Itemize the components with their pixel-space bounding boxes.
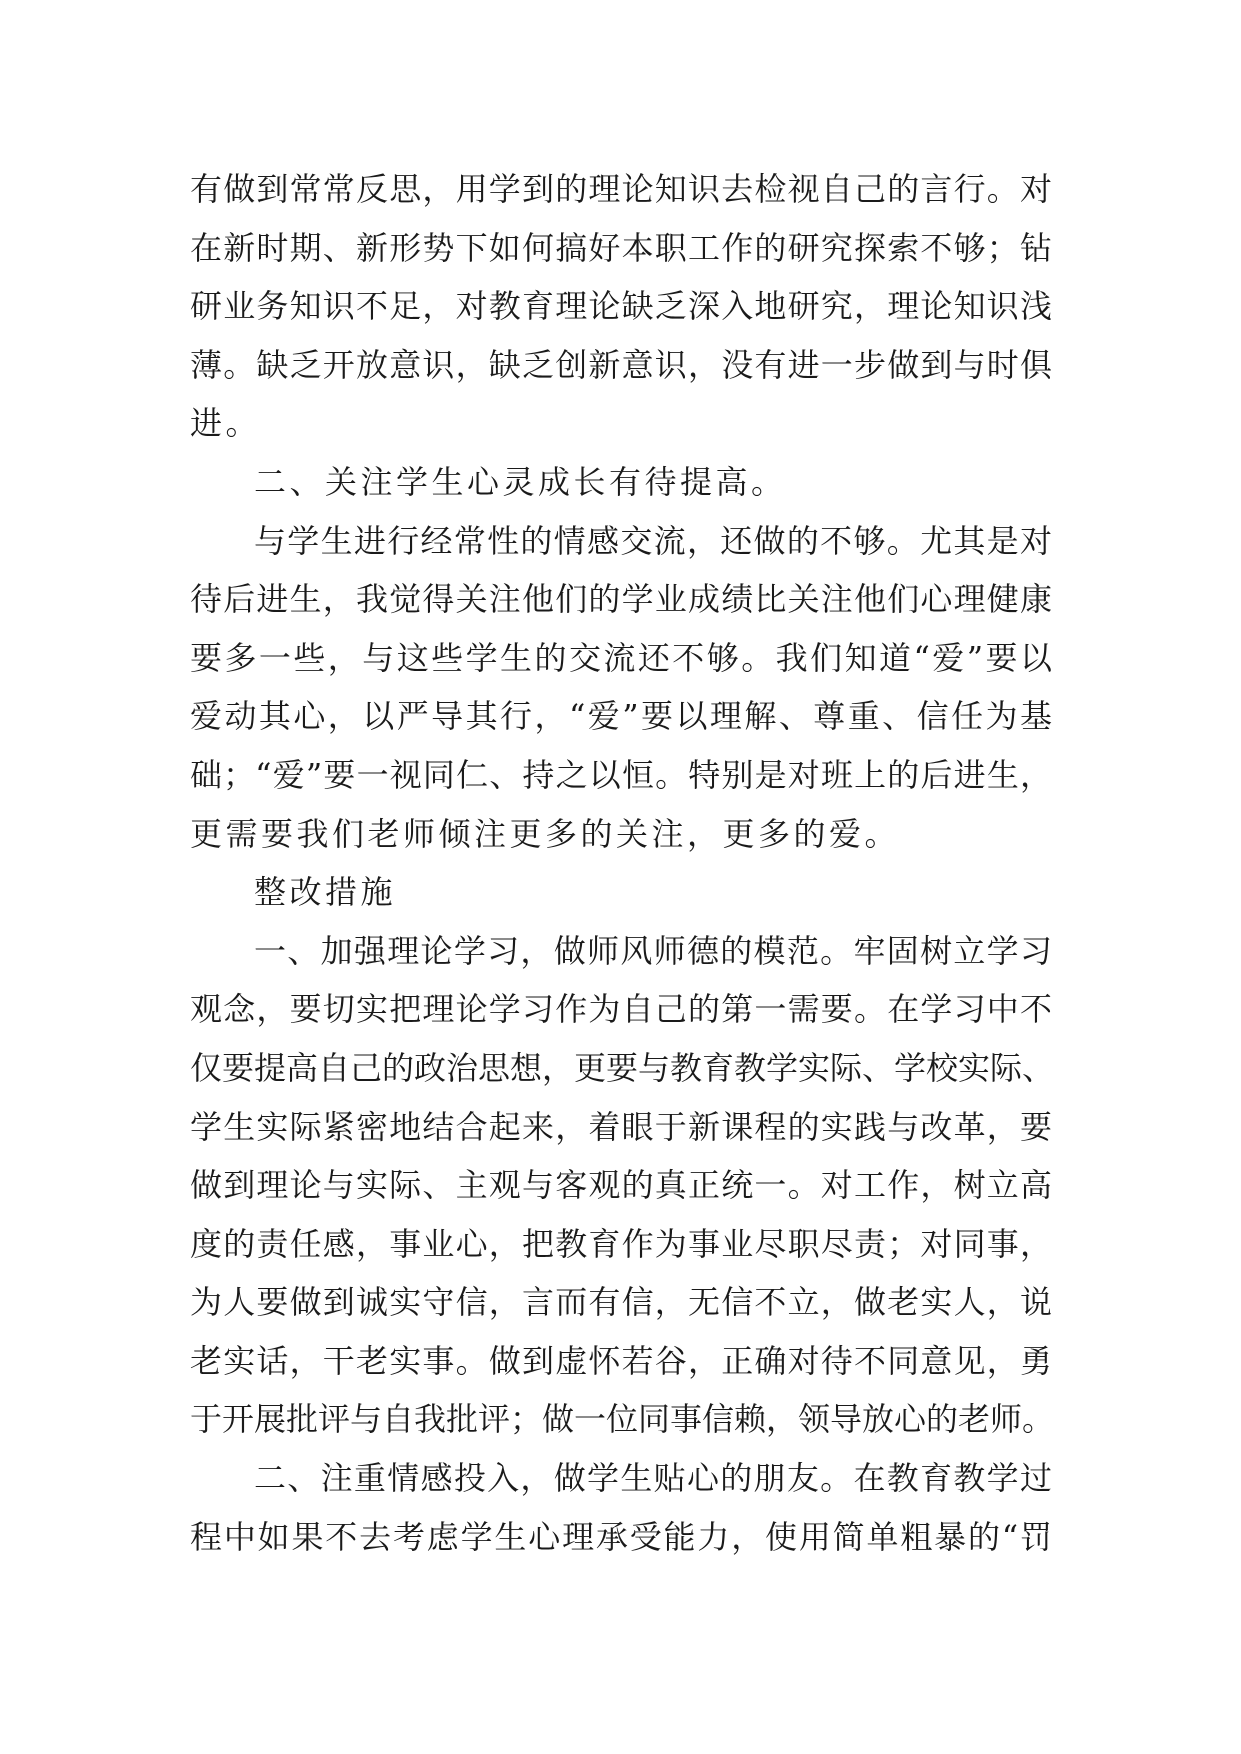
paragraph-line: 与学生进行经常性的情感交流，还做的不够。尤其是对	[254, 521, 1052, 560]
paragraph-line: 二、注重情感投入，做学生贴心的朋友。在教育教学过	[254, 1459, 1052, 1498]
paragraph-line: 做到理论与实际、主观与客观的真正统一。对工作，树立高	[190, 1166, 1052, 1205]
paragraph-line: 研业务知识不足，对教育理论缺乏深入地研究，理论知识浅	[190, 287, 1052, 326]
paragraph-line: 进。	[190, 404, 262, 443]
paragraph-line: 观念，要切实把理论学习作为自己的第一需要。在学习中不	[190, 990, 1052, 1029]
paragraph-line: 老实话，干老实事。做到虚怀若谷，正确对待不同意见，勇	[190, 1341, 1052, 1380]
paragraph-line: 一、加强理论学习，做师风师德的模范。牢固树立学习	[254, 931, 1052, 970]
paragraph-line: 为人要做到诚实守信，言而有信，无信不立，做老实人，说	[190, 1283, 1052, 1322]
section-heading: 整改措施	[254, 873, 397, 912]
paragraph-line: 于开展批评与自我批评；做一位同事信赖，领导放心的老师。	[190, 1400, 1055, 1439]
paragraph-line: 程中如果不去考虑学生心理承受能力，使用简单粗暴的“罚	[190, 1517, 1052, 1556]
paragraph-line: 学生实际紧密地结合起来，着眼于新课程的实践与改革，要	[190, 1107, 1052, 1146]
paragraph-line: 薄。缺乏开放意识，缺乏创新意识，没有进一步做到与时俱	[190, 345, 1052, 384]
paragraph-line: 要多一些，与这些学生的交流还不够。我们知道“爱”要以	[190, 638, 1052, 677]
paragraph-line: 度的责任感，事业心，把教育作为事业尽职尽责；对同事，	[190, 1224, 1052, 1263]
paragraph-line: 爱动其心，以严导其行，“爱”要以理解、尊重、信任为基	[190, 697, 1052, 736]
paragraph-line: 础；“爱”要一视同仁、持之以恒。特别是对班上的后进生，	[190, 755, 1052, 794]
paragraph-line: 有做到常常反思，用学到的理论知识去检视自己的言行。对	[190, 170, 1052, 208]
paragraph-line: 仅要提高自己的政治思想，更要与教育教学实际、学校实际、	[190, 1048, 1055, 1087]
paragraph-line: 更需要我们老师倾注更多的关注，更多的爱。	[190, 814, 901, 853]
document-body	[190, 160, 1055, 1566]
paragraph-line: 在新时期、新形势下如何搞好本职工作的研究探索不够；钻	[190, 228, 1052, 267]
paragraph-line: 待后进生，我觉得关注他们的学业成绩比关注他们心理健康	[190, 580, 1052, 619]
section-heading: 二、关注学生心灵成长有待提高。	[254, 462, 787, 501]
